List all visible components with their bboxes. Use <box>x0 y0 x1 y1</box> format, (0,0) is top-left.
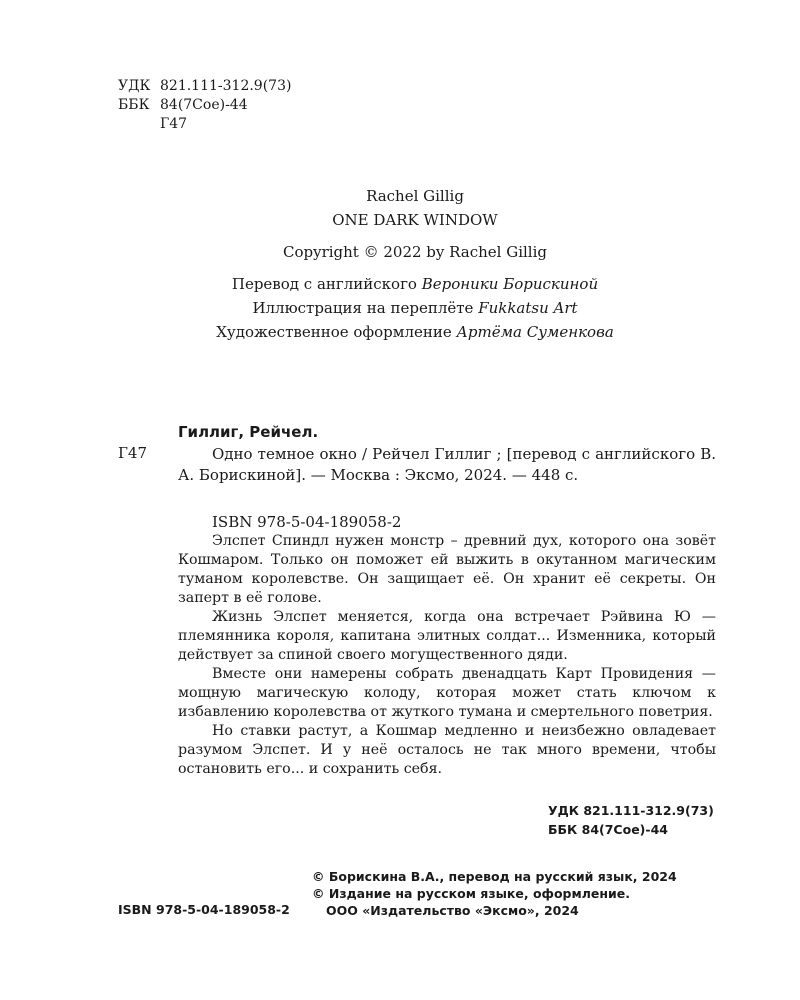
annotation <box>178 532 716 779</box>
classification-codes-bottom <box>548 801 714 839</box>
annotation-paragraph: Но ставки растут, а Кошмар медленно и неизбежно овладевает разумом Элспет. И у неё осталось не так много времени, чтобы остановить его... и сохранить себя. <box>178 723 716 777</box>
udk-row <box>118 77 291 96</box>
catalog-entry: Одно темное окно / Рейчел Гиллиг ; [перевод с английского В. А. Борискиной]. — Москва : Эксмо, 2024. — 448 с. <box>178 445 716 484</box>
translation-label: Перевод с английского <box>231 275 417 293</box>
illustration-label: Иллюстрация на переплёте <box>252 299 474 317</box>
designer-name: Артёма Суменкова <box>456 323 614 341</box>
annotation-paragraph: Вместе они намерены собрать двенадцать Карт Провидения — мощную магическую колоду, которая может стать ключом к избавлению королевства от жуткого тумана и смертельного поветрия. <box>178 666 716 720</box>
author-cipher-row <box>118 115 291 134</box>
catalog-cipher: Г47 <box>118 444 148 462</box>
bbk-row <box>118 96 291 115</box>
design-credit <box>100 320 730 344</box>
translation-credit <box>100 272 730 296</box>
bbk-value: 84(7Сое)-44 <box>160 97 248 113</box>
illustration-credit <box>100 296 730 320</box>
annotation-paragraph: Элспет Спиндл нужен монстр – древний дух, которого она зовёт Кошмаром. Только он поможет ей выжить в окутанном магическим туманом королевстве. Он защищает её. Он хранит её секреты. Он заперт в её голове. <box>178 533 716 606</box>
translator-name: Вероники Борискиной <box>421 275 599 293</box>
udk-label: УДК <box>118 78 151 94</box>
annotation-paragraph: Жизнь Элспет меняется, когда она встречает Рэйвина Ю — племянника короля, капитана элитных солдат... Изменника, который действует за спиной своего могущественного дяди. <box>178 609 716 663</box>
bbk-code: ББК 84(7Сое)-44 <box>548 822 668 837</box>
bbk-label: ББК <box>118 97 150 113</box>
original-title: ONE DARK WINDOW <box>332 211 498 229</box>
author-cipher: Г47 <box>160 116 188 132</box>
copyright-line: Copyright © 2022 by Rachel Gillig <box>282 243 548 261</box>
catalog-author-heading: Гиллиг, Рейчел. <box>178 423 319 441</box>
udk-code: УДК 821.111-312.9(73) <box>548 803 714 818</box>
classification-codes-top <box>118 77 291 134</box>
isbn-bottom: ISBN 978-5-04-189058-2 <box>118 902 290 917</box>
credits-block <box>100 184 730 344</box>
copyright-publisher: ООО «Издательство «Эксмо», 2024 <box>326 903 579 918</box>
illustrator-name: Fukkatsu Art <box>478 299 578 317</box>
udk-value: 821.111-312.9(73) <box>160 78 292 94</box>
catalog-isbn: ISBN 978-5-04-189058-2 <box>212 513 402 531</box>
design-label: Художественное оформление <box>216 323 452 341</box>
copyright-translation: © Борискина В.А., перевод на русский язык, 2024 <box>312 869 677 884</box>
copyright-notice <box>312 868 677 919</box>
copyright-edition: © Издание на русском языке, оформление. <box>312 886 630 901</box>
original-author: Rachel Gillig <box>366 187 464 205</box>
